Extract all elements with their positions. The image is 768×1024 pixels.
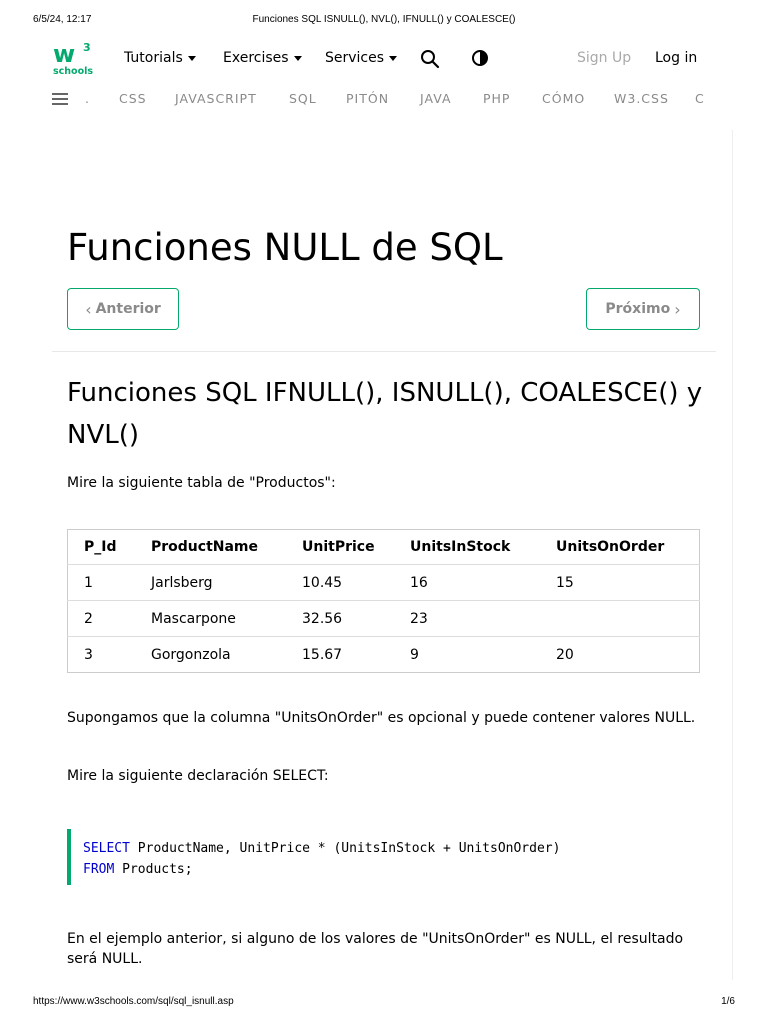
table-cell: 32.56 [286, 601, 394, 637]
caret-down-icon [389, 56, 397, 61]
contrast-icon [471, 49, 489, 67]
nav-exercises[interactable] [223, 50, 302, 66]
signup-link[interactable]: Sign Up [577, 50, 632, 66]
code-example [67, 829, 700, 885]
hamburger-icon[interactable] [52, 93, 68, 105]
previous-button[interactable] [67, 288, 179, 330]
products-table [67, 529, 700, 673]
subnav-item-java[interactable]: JAVA [420, 91, 452, 106]
logo-w: w [53, 40, 76, 68]
table-row [68, 601, 700, 637]
table-cell: Jarlsberg [135, 565, 286, 601]
logo-schools: schools [53, 66, 94, 77]
chevron-right-icon: › [674, 299, 681, 319]
nav-services[interactable] [325, 50, 397, 66]
code-line [83, 859, 700, 880]
nav-tutorials-label: Tutorials [124, 50, 183, 66]
nav-tutorials[interactable] [124, 50, 196, 66]
column-header: ProductName [135, 530, 286, 565]
table-cell: 1 [68, 565, 136, 601]
section-title: Funciones SQL IFNULL(), ISNULL(), COALESCE() y NVL() [67, 378, 703, 450]
sql-keyword: FROM [83, 862, 115, 877]
nav-exercises-label: Exercises [223, 50, 289, 66]
next-label: Próximo [605, 301, 671, 317]
subnav-item-w3css[interactable]: W3.CSS [614, 91, 669, 106]
paragraph-select-intro: Mire la siguiente declaración SELECT: [67, 768, 329, 784]
subnav-item-c[interactable]: C [695, 91, 705, 106]
table-cell: 9 [410, 646, 419, 663]
column-header: UnitsOnOrder [540, 530, 700, 565]
column-header: UnitPrice [286, 530, 394, 565]
table-cell: 15 [540, 565, 700, 601]
table-cell: 20 [556, 646, 574, 663]
intro-text: Mire la siguiente tabla de "Productos": [67, 475, 336, 491]
code-line [83, 838, 700, 859]
sql-keyword: SELECT [83, 841, 130, 856]
table-cell: 10.45 [286, 565, 394, 601]
table-cell: 15.67 [302, 646, 343, 663]
table-cell: Mascarpone [135, 601, 286, 637]
table-cell: 2 [68, 601, 136, 637]
search-button[interactable] [420, 49, 440, 69]
subnav-item-sql[interactable]: SQL [289, 91, 317, 106]
section-divider [52, 351, 716, 352]
previous-label: Anterior [95, 301, 161, 317]
print-page-number: 1/6 [721, 996, 735, 1007]
subnav-item-howto[interactable]: CÓMO [542, 91, 586, 106]
table-cell: 3 [84, 646, 93, 663]
table-cell [540, 601, 700, 637]
caret-down-icon [294, 56, 302, 61]
content-divider [732, 130, 733, 980]
table-row [68, 565, 700, 601]
search-icon [420, 49, 440, 69]
print-date: 6/5/24, 12:17 [33, 14, 92, 25]
print-document-title: Funciones SQL ISNULL(), NVL(), IFNULL() y COALESCE() [252, 14, 516, 25]
page-title: Funciones NULL de SQL [67, 226, 503, 269]
chevron-left-icon: ‹ [85, 299, 92, 319]
logo-mark [52, 40, 94, 76]
code-text: ProductName, UnitPrice * (UnitsInStock + UnitsOnOrder) [129, 841, 561, 856]
logo-superscript: 3 [83, 41, 91, 54]
subnav-item-javascript[interactable]: JAVASCRIPT [175, 91, 257, 106]
login-link[interactable]: Log in [655, 50, 698, 66]
print-url: https://www.w3schools.com/sql/sql_isnull.asp [33, 996, 234, 1007]
table-row [68, 637, 700, 673]
table-header-row [68, 530, 700, 565]
subnav-item-python[interactable]: PITÓN [346, 91, 390, 106]
paragraph-units-on-order: Supongamos que la columna "UnitsOnOrder" es opcional y puede contener valores NULL. [67, 710, 696, 726]
code-text: Products; [114, 862, 193, 877]
column-header: P_Id [68, 530, 136, 565]
paragraph-null-result: En el ejemplo anterior, si alguno de los valores de "UnitsOnOrder" es NULL, el resultado será NULL. [67, 931, 684, 967]
theme-toggle-button[interactable] [471, 49, 491, 69]
subnav-item-css[interactable]: CSS [119, 91, 147, 106]
nav-services-label: Services [325, 50, 385, 66]
subnav-item-dot[interactable]: . [85, 91, 90, 106]
table-cell: Gorgonzola [151, 646, 231, 663]
table-cell: 16 [394, 565, 540, 601]
next-button[interactable] [586, 288, 700, 330]
table-cell: 23 [394, 601, 540, 637]
column-header: UnitsInStock [394, 530, 540, 565]
caret-down-icon [188, 56, 196, 61]
subnav-item-php[interactable]: PHP [483, 91, 511, 106]
w3schools-logo[interactable] [52, 40, 94, 76]
